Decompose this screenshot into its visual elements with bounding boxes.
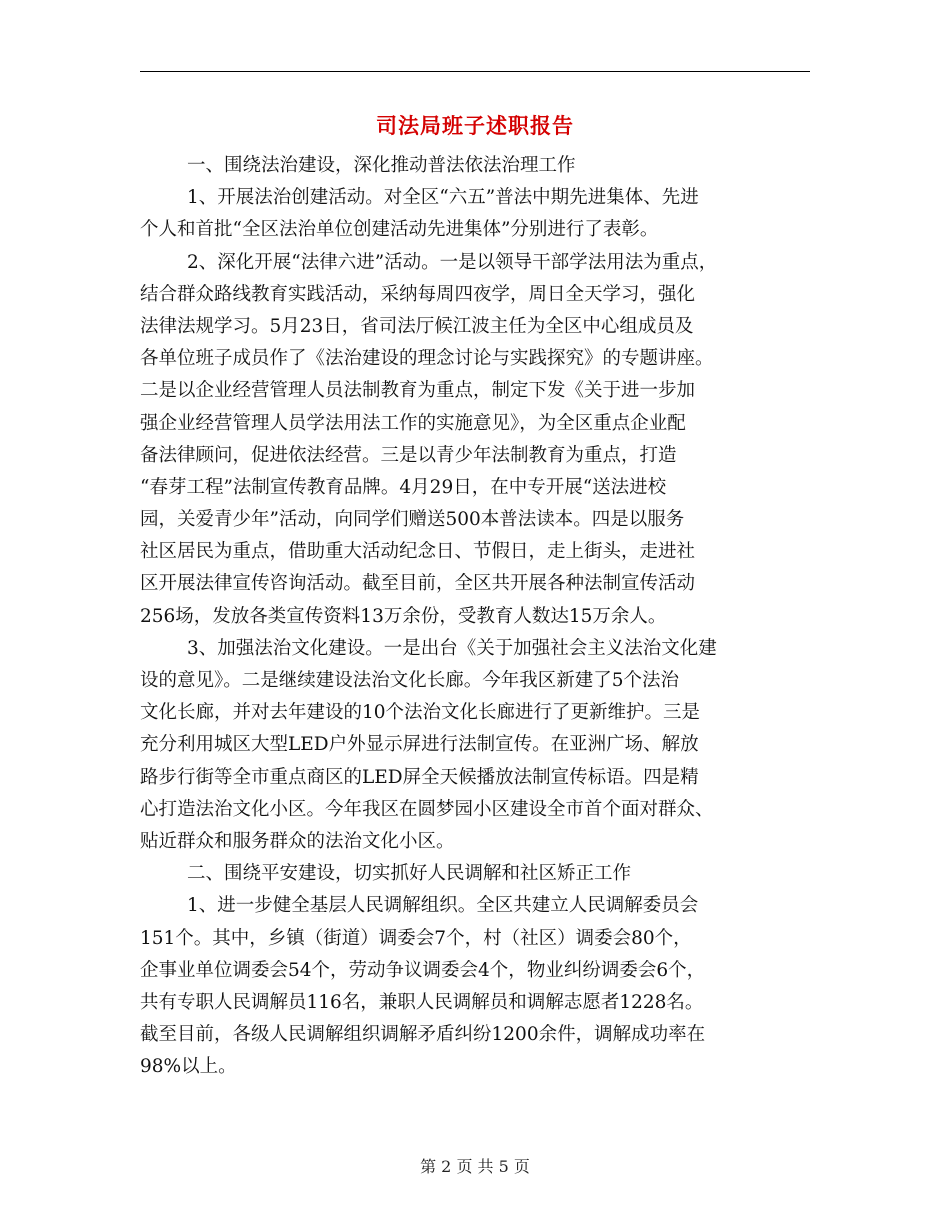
body-line: 个人和首批“全区法治单位创建活动先进集体”分别进行了表彰。 [140,219,659,241]
page-footer: 第 2 页 共 5 页 [420,1157,530,1176]
header-rule [140,71,810,72]
body-line: 强企业经营管理人员学法用法工作的实施意见》，为全区重点企业配 [140,412,686,434]
body-line: 各单位班子成员作了《法治建设的理念讨论与实践探究》的专题讲座。 [140,348,714,370]
body-line: 151个。其中，乡镇（街道）调委会7个，村（社区）调委会80个， [140,927,692,949]
body-line: “春芽工程”法制宣传教育品牌。4月29日，在中专开展“送法进校 [140,476,667,498]
body-line: 法律法规学习。5月23日，省司法厅候江波主任为全区中心组成员及 [140,315,694,337]
body-line: 截至目前，各级人民调解组织调解矛盾纠纷1200余件，调解成功率在 [140,1024,706,1046]
body-line: 贴近群众和服务群众的法治文化小区。 [140,830,455,852]
body-line: 1、进一步健全基层人民调解组织。全区共建立人民调解委员会 [187,895,699,917]
body-line: 企事业单位调委会54个，劳动争议调委会4个，物业纠纷调委会6个， [140,959,706,981]
document-body [140,150,810,1083]
body-line: 园，关爱青少年”活动，向同学们赠送500本普法读本。四是以服务 [140,509,685,531]
body-line: 二是以企业经营管理人员法制教育为重点，制定下发《关于进一步加 [140,380,696,402]
body-line: 社区居民为重点，借助重大活动纪念日、节假日，走上街头，走进社 [140,541,696,563]
body-line: 共有专职人民调解员116名，兼职人民调解员和调解志愿者1228名。 [140,991,704,1013]
body-line: 区开展法律宣传咨询活动。截至目前，全区共开展各种法制宣传活动 [140,573,696,595]
body-line: 3、加强法治文化建设。一是出台《关于加强社会主义法治文化建 [187,637,717,659]
body-line: 心打造法治文化小区。今年我区在圆梦园小区建设全市首个面对群众、 [140,798,714,820]
body-line: 二、围绕平安建设，切实抓好人民调解和社区矫正工作 [187,863,632,885]
body-line: 充分利用城区大型LED户外显示屏进行法制宣传。在亚洲广场、解放 [140,734,699,756]
body-line: 98%以上。 [140,1056,237,1078]
body-line: 一、围绕法治建设，深化推动普法依法治理工作 [187,155,576,176]
body-line: 2、深化开展“法律六进”活动。一是以领导干部学法用法为重点， [187,251,718,273]
document-title: 司法局班子述职报告 [376,113,574,138]
body-line: 256场，发放各类宣传资料13万余份，受教育人数达15万余人。 [140,605,667,627]
body-line: 备法律顾问，促进依法经营。三是以青少年法制教育为重点，打造 [140,444,677,466]
body-line: 文化长廊，并对去年建设的10个法治文化长廊进行了更新维护。三是 [140,702,701,724]
body-line: 结合群众路线教育实践活动，采纳每周四夜学，周日全天学习，强化 [140,283,696,305]
body-line: 路步行街等全市重点商区的LED屏全天候播放法制宣传标语。四是精 [140,766,699,788]
body-line: 设的意见》。二是继续建设法治文化长廊。今年我区新建了5个法治 [140,670,680,691]
body-line: 1、开展法治创建活动。对全区“六五”普法中期先进集体、先进 [187,187,699,209]
